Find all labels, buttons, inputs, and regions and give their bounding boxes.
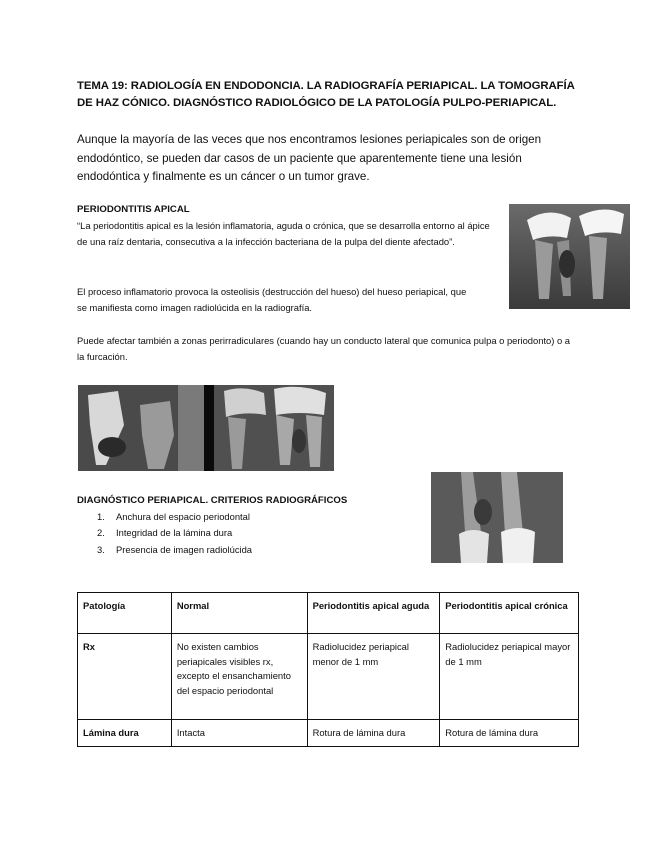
table-header-cell: Periodontitis apical aguda xyxy=(307,593,440,634)
table-cell: Radiolucidez periapical mayor de 1 mm xyxy=(440,634,579,720)
image-divider xyxy=(204,385,214,471)
radiograph-furcation-image xyxy=(214,385,334,471)
list-number: 1. xyxy=(97,511,105,522)
list-text: Integridad de la lámina dura xyxy=(116,527,233,539)
section-heading-diagnostico: DIAGNÓSTICO PERIAPICAL. CRITERIOS RADIOGRÁFICOS xyxy=(77,495,348,506)
radiograph-incisor-image xyxy=(431,472,563,563)
perirradicular-text: Puede afectar también a zonas perirradiculares (cuando hay un conducto lateral que comunica pulpa o periodonto) o a la furcación. xyxy=(77,335,571,363)
table-header-row xyxy=(78,593,579,634)
osteolysis-text: El proceso inflamatorio provoca la osteolisis (destrucción del hueso) del hueso periapical, que se manifiesta como imagen radiolúcida en la radiografía. xyxy=(77,286,467,314)
table-row xyxy=(78,634,579,720)
pathology-table xyxy=(77,592,579,747)
list-number: 2. xyxy=(97,527,105,539)
table-header-cell: Periodontitis apical crónica xyxy=(440,593,579,634)
table-header-cell: Patología xyxy=(78,593,172,634)
list-number: 3. xyxy=(97,543,105,555)
intro-paragraph: Aunque la mayoría de las veces que nos encontramos lesiones periapicales son de origen endodóntico, se pueden dar casos de un paciente que aparentemente tiene una lesión endodóntica y finalmente es un cáncer o un tumor grave. xyxy=(77,133,542,183)
table-cell: Radiolucidez periapical menor de 1 mm xyxy=(307,634,440,720)
list-item xyxy=(97,542,252,558)
page-title: TEMA 19: RADIOLOGÍA EN ENDODONCIA. LA RADIOGRAFÍA PERIAPICAL. LA TOMOGRAFÍA DE HAZ CÓNICO. DIAGNÓSTICO RADIOLÓGICO DE LA PATOLOGÍA PULPO-PERIAPICAL. xyxy=(77,80,575,109)
definition-text: “La periodontitis apical es la lesión inflamatoria, aguda o crónica, que se desarrolla entorno al ápice de una raíz dentaria, consecutiva a la infección bacteriana de la pulpa del diente afectado”. xyxy=(77,220,490,248)
list-item xyxy=(97,525,252,541)
radiograph-periapical-lesion-image xyxy=(78,385,204,471)
table-header-cell: Normal xyxy=(171,593,307,634)
list-text: Presencia de imagen radiolúcida xyxy=(116,543,253,555)
table-cell: Lámina dura xyxy=(78,720,172,747)
list-item xyxy=(97,509,252,525)
table-cell: Intacta xyxy=(171,720,307,747)
table-cell: Rx xyxy=(78,634,172,720)
criteria-list xyxy=(97,509,252,558)
table-cell: No existen cambios periapicales visibles rx, excepto el ensanchamiento del espacio periodontal xyxy=(171,634,307,720)
section-heading-periodontitis: PERIODONTITIS APICAL xyxy=(77,204,190,215)
table-row xyxy=(78,720,579,747)
list-text: Anchura del espacio periodontal xyxy=(116,511,250,522)
table-cell: Rotura de lámina dura xyxy=(307,720,440,747)
table-cell: Rotura de lámina dura xyxy=(440,720,579,747)
radiograph-molar-image xyxy=(509,204,630,309)
